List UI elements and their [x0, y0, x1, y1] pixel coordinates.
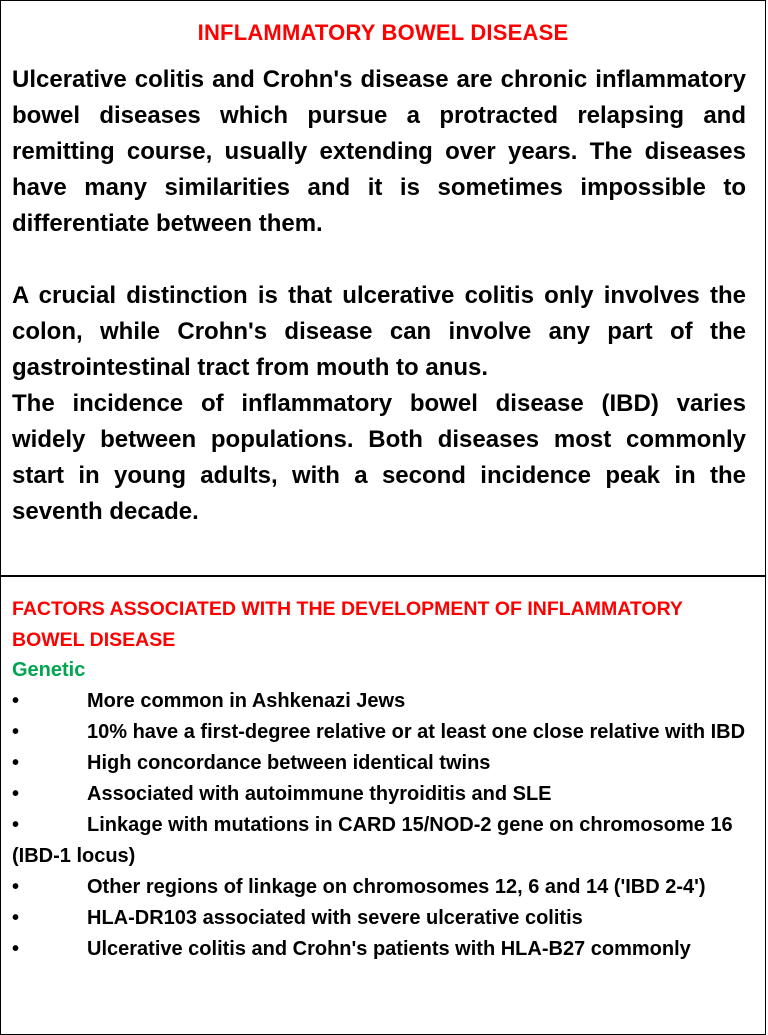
bullet-icon: •: [12, 814, 20, 836]
bullet-icon: •: [12, 783, 20, 805]
bullet-icon: •: [12, 907, 20, 929]
bullet-icon: •: [12, 876, 20, 898]
bullet-icon: •: [12, 938, 20, 960]
factors-title: FACTORS ASSOCIATED WITH THE DEVELOPMENT OF INFLAMMATORY BOWEL DISEASE: [12, 598, 683, 651]
genetic-factor-list: [12, 686, 758, 965]
page-title: INFLAMMATORY BOWEL DISEASE: [197, 20, 569, 45]
list-item: [12, 748, 758, 779]
list-item-text: 10% have a first-degree relative or at least one close relative with IBD: [87, 721, 746, 743]
genetic-section-label: Genetic: [12, 659, 86, 681]
list-item-text: High concordance between identical twins: [87, 752, 491, 774]
list-item: [12, 779, 758, 810]
list-item: [12, 934, 758, 965]
intro-paragraph-3: The incidence of inflammatory bowel disease (IBD) varies widely between populations. Both diseases most commonly start in young adults, with a second incidence peak in the seventh decade.: [12, 390, 746, 525]
list-item-text: Other regions of linkage on chromosomes 12, 6 and 14 ('IBD 2-4'): [87, 876, 706, 898]
list-item-text: More common in Ashkenazi Jews: [87, 690, 406, 712]
bullet-icon: •: [12, 721, 20, 743]
list-item-text: Ulcerative colitis and Crohn's patients with HLA-B27 commonly: [87, 938, 691, 960]
list-item: [12, 686, 758, 717]
list-item: [12, 810, 758, 872]
intro-paragraph-2: A crucial distinction is that ulcerative colitis only involves the colon, while Crohn's disease can involve any part of the gastrointestinal tract from mouth to anus.: [12, 282, 746, 381]
list-item-text: Linkage with mutations in CARD 15/NOD-2 gene on chromosome 16 (IBD-1 locus): [12, 814, 733, 867]
intro-paragraph-1: Ulcerative colitis and Crohn's disease are chronic inflammatory bowel diseases which pursue a protracted relapsing and remitting course, usually extending over years. The diseases have many similarities and it is sometimes impossible to differentiate between them.: [12, 66, 746, 237]
bullet-icon: •: [12, 690, 20, 712]
list-item-text: Associated with autoimmune thyroiditis and SLE: [87, 783, 552, 805]
list-item: [12, 717, 758, 748]
bullet-icon: •: [12, 752, 20, 774]
list-item-text: HLA-DR103 associated with severe ulcerative colitis: [87, 907, 583, 929]
list-item: [12, 903, 758, 934]
list-item: [12, 872, 758, 903]
